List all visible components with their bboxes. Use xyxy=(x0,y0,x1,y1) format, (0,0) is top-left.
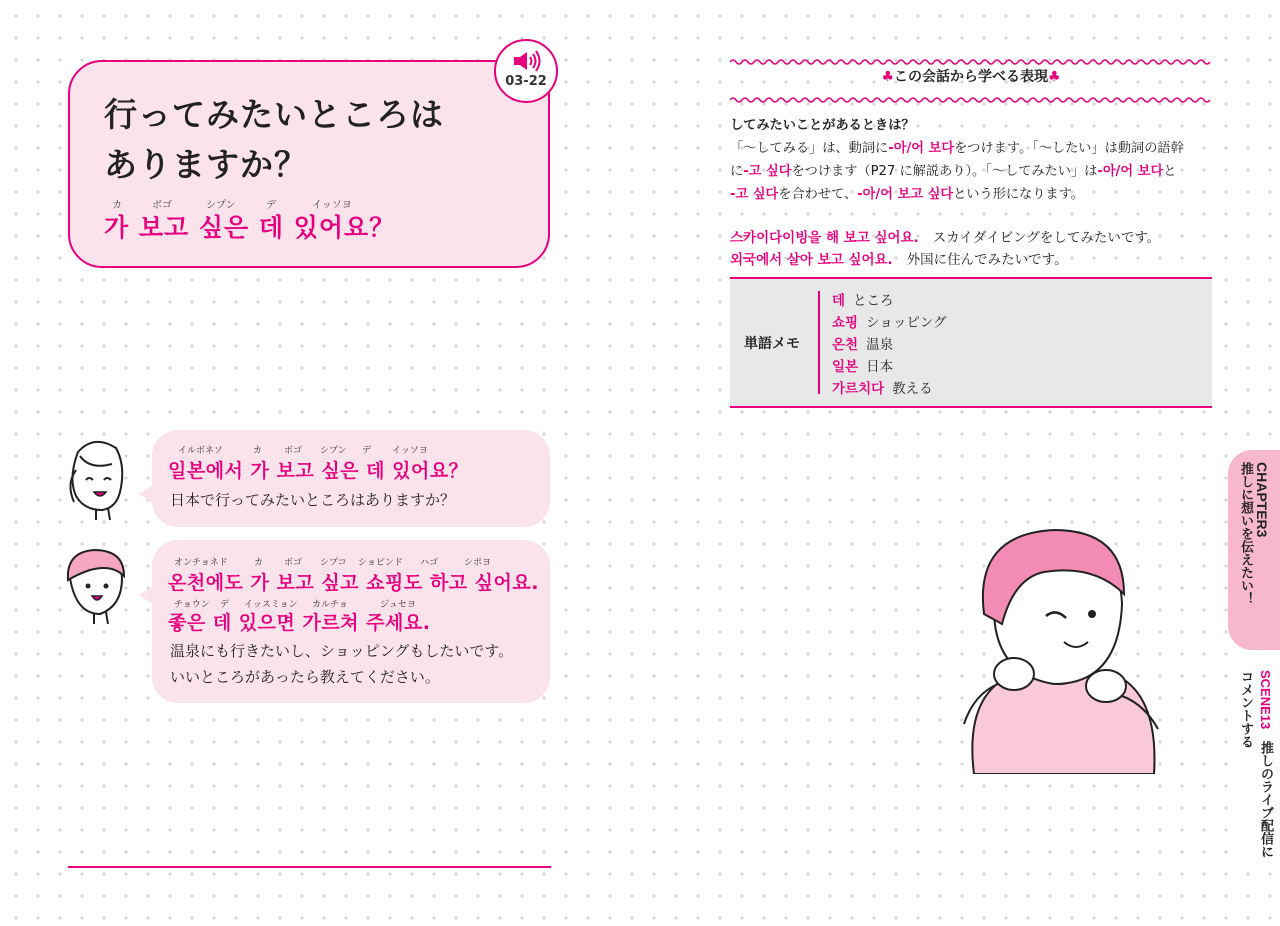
ruby-text: チョウン xyxy=(174,600,210,610)
ruby-text: シポヨ xyxy=(464,558,492,568)
grammar-form: -고 싶다 xyxy=(743,164,792,179)
audio-track-badge[interactable] xyxy=(494,39,558,103)
ruby-text: イッソヨ xyxy=(392,446,428,456)
memo-item xyxy=(832,377,933,397)
memo-item xyxy=(832,355,893,375)
ruby-text: ボゴ xyxy=(284,558,303,568)
bubble-tail xyxy=(139,586,153,604)
scene-title-line2: コメントする xyxy=(1238,670,1253,748)
expressions-header-text: この会話から学べる表現 xyxy=(894,69,1048,85)
title-korean: 가 보고 싶은 데 있어요？ xyxy=(104,213,396,242)
text: に xyxy=(730,164,744,179)
memo-korean: 가르치다 xyxy=(832,381,885,397)
winking-person-illustration xyxy=(944,524,1184,774)
ruby-text: シプコ xyxy=(320,558,347,568)
ruby-text: ジュセヨ xyxy=(380,600,416,610)
text: をつけます（P27 に解説あり）。「～してみたい」は xyxy=(791,164,1098,179)
bubble-tail xyxy=(139,485,153,503)
dialogue-1-japanese: 日本で行ってみたいところはありますか？ xyxy=(170,491,456,509)
example-sentence-1 xyxy=(730,226,1160,246)
text: をつけます。「～したい」は動詞の語幹 xyxy=(954,141,1184,156)
title-japanese xyxy=(104,90,444,190)
grammar-form: -아/어 보다 xyxy=(888,141,955,156)
memo-korean: 데 xyxy=(832,293,846,309)
dialogue-2-japanese-line2: いいところがあったら教えてください。 xyxy=(170,668,440,686)
vocabulary-memo xyxy=(730,277,1212,408)
ruby-text: イルボネソ xyxy=(178,446,223,456)
example-sentence-2 xyxy=(730,248,1068,268)
club-icon: ♣ xyxy=(1048,69,1061,85)
ruby-text: デ xyxy=(220,600,230,610)
dialogue-2-japanese-line1: 温泉にも行きたいし、ショッピングもしたいです。 xyxy=(170,642,514,660)
memo-item xyxy=(832,289,894,309)
memo-japanese: 教える xyxy=(892,381,933,397)
scene-title xyxy=(1256,670,1275,858)
speaker-man-avatar xyxy=(68,550,124,624)
memo-item xyxy=(832,333,893,353)
ruby-text: デ xyxy=(362,446,372,456)
text: と xyxy=(1163,164,1177,179)
wavy-divider-top xyxy=(730,58,1212,66)
expression-subheading: してみたいことがあるときは？ xyxy=(730,118,915,133)
ruby-text: デ xyxy=(266,200,276,211)
speaker-woman-avatar xyxy=(60,436,130,522)
memo-japanese: 温泉 xyxy=(866,337,894,353)
expressions-header xyxy=(730,66,1212,86)
memo-japanese: ところ xyxy=(853,293,894,309)
ruby-text: シプン xyxy=(206,200,236,211)
memo-japanese: ショッピング xyxy=(866,315,947,331)
club-icon: ♣ xyxy=(881,69,894,85)
text: 「～してみる」は、動詞に xyxy=(730,141,889,156)
memo-divider xyxy=(818,291,820,394)
ruby-text: ショピンド xyxy=(358,558,403,568)
memo-korean: 일본 xyxy=(832,359,859,375)
chapter-title: 推しに想いを伝えたい！ xyxy=(1238,462,1253,605)
ruby-text: シプン xyxy=(320,446,347,456)
memo-japanese: 日本 xyxy=(866,359,894,375)
memo-korean: 온천 xyxy=(832,337,859,353)
wavy-divider-bottom xyxy=(730,96,1212,104)
scene-title-line1: 推しのライブ配信に xyxy=(1258,741,1273,859)
audio-track-number: 03-22 xyxy=(505,74,547,89)
chapter-label xyxy=(1254,462,1270,537)
example-japanese: スカイダイビングをしてみたいです。 xyxy=(932,230,1161,246)
dialogue-bubble-2 xyxy=(152,540,550,703)
example-korean: 외국에서 살아 보고 싶어요. xyxy=(730,252,893,268)
dialogue-bubble-1 xyxy=(152,430,550,527)
grammar-form: -아/어 보고 싶다 xyxy=(857,187,954,202)
ruby-text: カ xyxy=(254,558,264,568)
ruby-text: オンチョネド xyxy=(174,558,228,568)
explanation-line-3 xyxy=(730,183,1220,206)
example-korean: 스카이다이빙을 해 보고 싶어요. xyxy=(730,230,919,246)
explanation-line-2 xyxy=(730,160,1220,183)
grammar-form: -아/어 보다 xyxy=(1097,164,1164,179)
ruby-text: カ xyxy=(253,446,263,456)
ruby-text: カルチョ xyxy=(312,600,348,610)
title-jp-line1: 行ってみたいところは xyxy=(104,95,444,134)
example-japanese: 外国に住んでみたいです。 xyxy=(906,252,1068,268)
dialogue-1-korean: 일본에서 가 보고 싶은 데 있어요？ xyxy=(168,460,469,482)
scene-number: SCENE13 xyxy=(1258,670,1273,730)
expression-explanation xyxy=(730,114,1220,206)
text: を合わせて、 xyxy=(778,187,858,202)
grammar-form: -고 싶다 xyxy=(730,187,779,202)
memo-label: 単語メモ xyxy=(744,336,800,352)
speaker-icon xyxy=(513,50,543,72)
title-jp-line2: ありますか？ xyxy=(104,145,308,184)
ruby-text: ハゴ xyxy=(420,558,439,568)
ruby-text: イッスミョン xyxy=(244,600,298,610)
chapter-tab[interactable] xyxy=(1228,450,1280,650)
ruby-text: カ xyxy=(112,200,122,211)
chapter-number: CHAPTER3 xyxy=(1254,462,1270,538)
memo-korean: 쇼핑 xyxy=(832,315,859,331)
ruby-text: イッソヨ xyxy=(312,200,352,211)
page-bottom-rule xyxy=(68,866,551,868)
ruby-text: ボゴ xyxy=(284,446,303,456)
dialogue-2-korean-line1: 온천에도 가 보고 싶고 쇼핑도 하고 싶어요. xyxy=(168,572,539,594)
text: という形になります。 xyxy=(953,187,1084,202)
ruby-text: ボゴ xyxy=(152,200,172,211)
memo-item xyxy=(832,311,947,331)
explanation-line-1 xyxy=(730,137,1220,160)
title-box xyxy=(68,60,550,268)
scene-tab[interactable] xyxy=(1228,650,1280,870)
dialogue-2-korean-line2: 좋은 데 있으면 가르쳐 주세요. xyxy=(168,612,431,634)
